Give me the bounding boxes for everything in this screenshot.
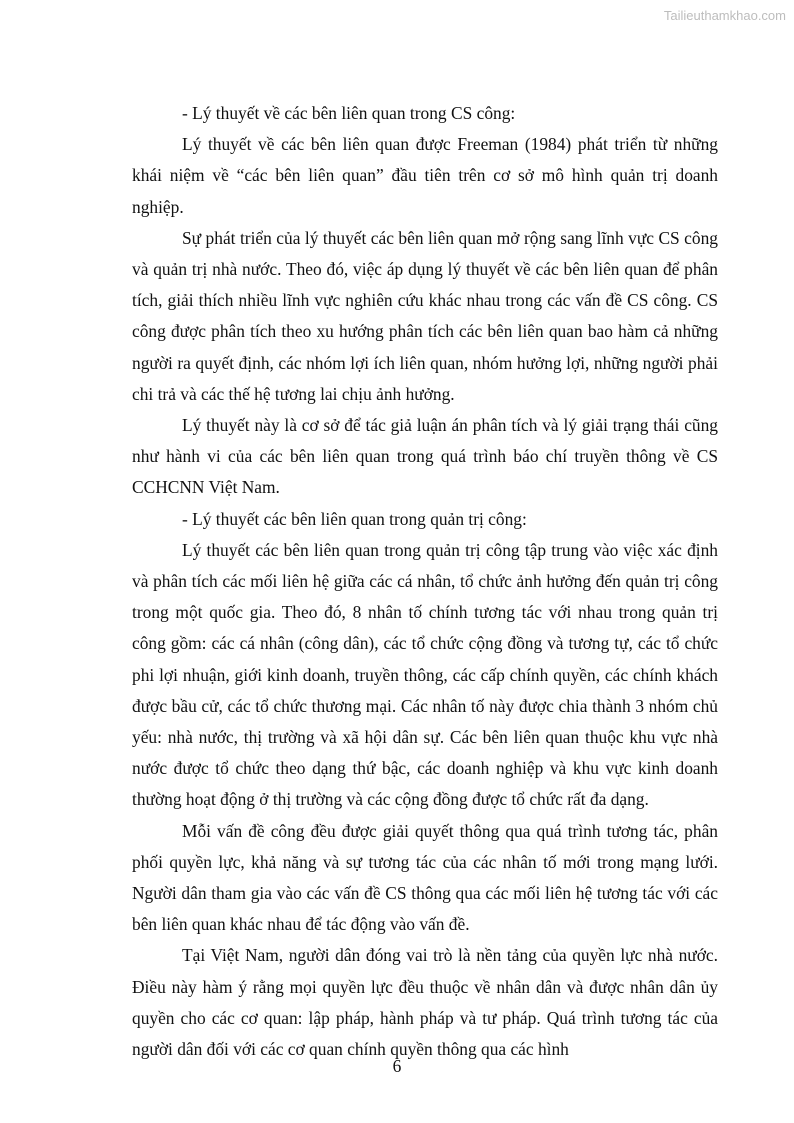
document-body xyxy=(132,98,718,1065)
paragraph-freeman: Lý thuyết về các bên liên quan được Freeman (1984) phát triển từ những khái niệm về “các bên liên quan” đầu tiên trên cơ sở mô hình quản trị doanh nghiệp. xyxy=(132,134,718,217)
paragraph-basis: Lý thuyết này là cơ sở để tác giả luận án phân tích và lý giải trạng thái cũng như hành vi của các bên liên quan trong quá trình báo chí truyền thông về CS CCHCNN Việt Nam. xyxy=(132,415,718,498)
paragraph-governance: Lý thuyết các bên liên quan trong quản trị công tập trung vào việc xác định và phân tích các mối liên hệ giữa các cá nhân, tổ chức ảnh hưởng đến quản trị công trong một quốc gia. Theo đó, 8 nhân tố chính tương tác với nhau trong quản trị công gồm: các cá nhân (công dân), các tổ chức cộng đồng và tương tự, các tổ chức phi lợi nhuận, giới kinh doanh, truyền thông, các cấp chính quyền, các chính khách được bầu cử, các tổ chức thương mại. Các nhân tố này được chia thành 3 nhóm chủ yếu: nhà nước, thị trường và xã hội dân sự. Các bên liên quan thuộc khu vực nhà nước được tổ chức theo dạng thứ bậc, các doanh nghiệp và khu vực kinh doanh thường hoạt động ở thị trường và các cộng đồng được tổ chức rất đa dạng. xyxy=(132,539,718,810)
section-heading-public-policy: - Lý thuyết về các bên liên quan trong CS công: xyxy=(182,103,516,123)
page-number: 6 xyxy=(392,1056,402,1076)
watermark: Tailieuthamkhao.com xyxy=(663,8,786,23)
paragraph-vietnam: Tại Việt Nam, người dân đóng vai trò là nền tảng của quyền lực nhà nước. Điều này hàm ý rằng mọi quyền lực đều thuộc về nhân dân và được nhân dân ủy quyền cho các cơ quan: lập pháp, hành pháp và tư pháp. Quá trình tương tác của người dân đối với các cơ quan chính quyền thông qua các hình xyxy=(132,945,718,1060)
paragraph-development: Sự phát triển của lý thuyết các bên liên quan mở rộng sang lĩnh vực CS công và quản trị nhà nước. Theo đó, việc áp dụng lý thuyết về các bên liên quan để phân tích, giải thích nhiều lĩnh vực nghiên cứu khác nhau trong các vấn đề CS công. CS công được phân tích theo xu hướng phân tích các bên liên quan bao hàm cả những người ra quyết định, các nhóm lợi ích liên quan, nhóm hưởng lợi, những người phải chi trả và các thế hệ tương lai chịu ảnh hưởng. xyxy=(132,227,718,404)
section-heading-public-governance: - Lý thuyết các bên liên quan trong quản trị công: xyxy=(182,508,527,529)
paragraph-public-issues: Mỗi vấn đề công đều được giải quyết thông qua quá trình tương tác, phân phối quyền lực, khả năng và sự tương tác của các nhân tố mới trong mạng lưới. Người dân tham gia vào các vấn đề CS thông qua các mối liên hệ tương tác với các bên liên quan khác nhau để tác động vào vấn đề. xyxy=(132,820,718,935)
